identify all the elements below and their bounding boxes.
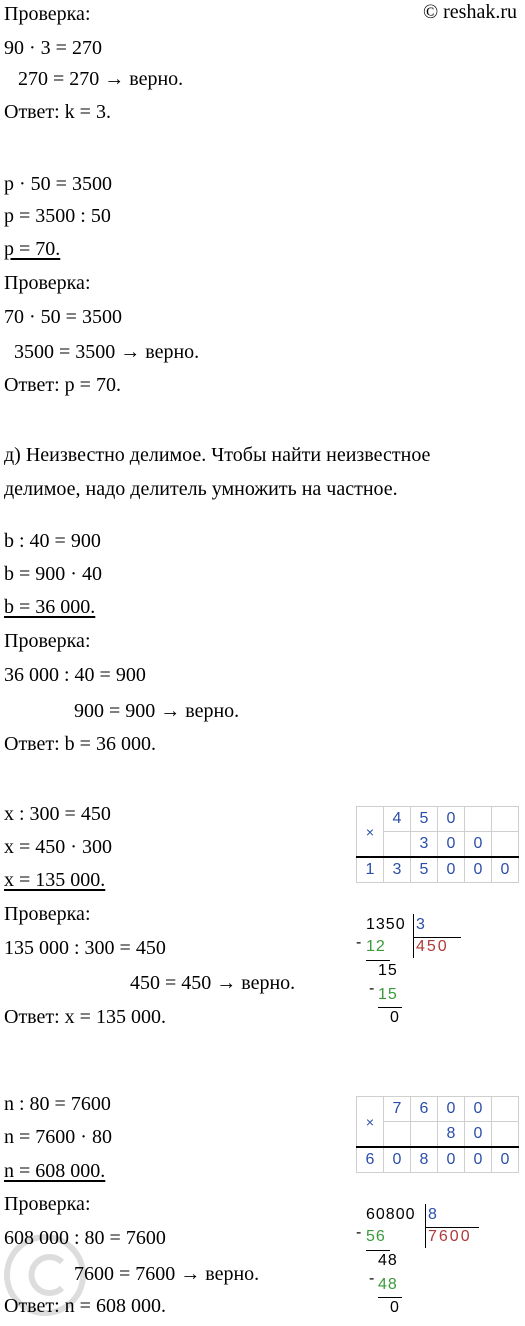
result-digit: 0 — [438, 1147, 465, 1173]
digit-cell: 3 — [411, 832, 438, 858]
equation: p · 50 = 3500 — [4, 173, 112, 195]
division-bracket — [425, 1204, 426, 1248]
equation-step: p = 3500 : 50 — [4, 205, 111, 227]
result-digit: 0 — [438, 857, 465, 883]
result-digit: 0 — [492, 857, 519, 883]
digit-cell: 4 — [384, 807, 411, 832]
result-digit: 0 — [465, 1147, 492, 1173]
division-line — [378, 1297, 402, 1298]
subtrahend: 15 — [378, 986, 398, 1003]
site-brand: © reshak.ru — [422, 1, 517, 23]
digit-cell — [384, 1122, 411, 1148]
digit-cell: 0 — [438, 832, 465, 858]
rule-text: делимое, надо делитель умножить на частное. — [4, 478, 398, 500]
check-label: Проверка: — [4, 1193, 91, 1215]
times-sign: × — [357, 807, 384, 858]
result-digit: 0 — [465, 857, 492, 883]
result-digit: 1 — [357, 857, 384, 883]
final-remainder: 0 — [390, 1299, 399, 1316]
digit-cell: 0 — [438, 1097, 465, 1122]
subtrahend: 56 — [366, 1228, 386, 1245]
digit-cell: 8 — [438, 1122, 465, 1148]
long-division — [356, 1198, 486, 1323]
answer: Ответ: k = 3. — [4, 101, 111, 123]
watermark-logo-icon — [0, 1190, 120, 1320]
solution: x = 135 000. — [4, 869, 106, 891]
divisor: 8 — [428, 1206, 437, 1223]
division-bracket — [425, 1227, 479, 1228]
long-division — [356, 908, 466, 1033]
division-line — [378, 1007, 402, 1008]
times-sign: × — [357, 1097, 384, 1148]
quotient: 7600 — [428, 1228, 472, 1245]
minus-sign: - — [356, 1224, 362, 1241]
dividend: 1350 — [366, 916, 406, 933]
minus-sign: - — [369, 980, 375, 997]
result-digit: 0 — [384, 1147, 411, 1173]
digit-cell: 6 — [411, 1097, 438, 1122]
digit-cell — [411, 1122, 438, 1148]
final-remainder: 0 — [390, 1009, 399, 1026]
column-multiplication-table — [356, 806, 519, 883]
check-line: 70 · 50 = 3500 — [4, 306, 122, 328]
digit-cell — [492, 832, 519, 858]
check-line: 36 000 : 40 = 900 — [4, 664, 146, 686]
check-label: Проверка: — [4, 3, 91, 25]
equation: n : 80 = 7600 — [4, 1093, 111, 1115]
equation-step: n = 7600 · 80 — [4, 1126, 112, 1148]
digit-cell: 0 — [465, 1122, 492, 1148]
digit-cell: 0 — [465, 1097, 492, 1122]
check-line: 135 000 : 300 = 450 — [4, 937, 166, 959]
remainder: 15 — [378, 962, 398, 979]
divisor: 3 — [416, 916, 425, 933]
solution: b = 36 000. — [4, 596, 96, 618]
rule-text: д) Неизвестно делимое. Чтобы найти неизвестное — [4, 444, 431, 466]
result-digit: 8 — [411, 1147, 438, 1173]
check-result: 7600 = 7600 → верно. — [74, 1263, 260, 1285]
division-line — [366, 960, 390, 961]
result-digit: 5 — [411, 857, 438, 883]
digit-cell — [384, 832, 411, 858]
remainder: 48 — [378, 1252, 398, 1269]
check-result: 900 = 900 → верно. — [74, 700, 240, 722]
answer: Ответ: p = 70. — [4, 374, 121, 396]
digit-cell: 5 — [411, 807, 438, 832]
answer: Ответ: b = 36 000. — [4, 733, 156, 755]
digit-cell: 7 — [384, 1097, 411, 1122]
check-line: 608 000 : 80 = 7600 — [4, 1227, 166, 1249]
minus-sign: - — [356, 934, 362, 951]
division-bracket — [413, 914, 414, 958]
check-result: 3500 = 3500 → верно. — [14, 341, 200, 363]
quotient: 450 — [416, 938, 449, 955]
check-label: Проверка: — [4, 903, 91, 925]
digit-cell: 0 — [438, 807, 465, 832]
digit-cell: 0 — [465, 832, 492, 858]
check-line: 90 · 3 = 270 — [4, 37, 102, 59]
answer: Ответ: x = 135 000. — [4, 1006, 166, 1028]
division-line — [366, 1250, 390, 1251]
equation-step: x = 450 · 300 — [4, 836, 112, 858]
check-label: Проверка: — [4, 630, 91, 652]
subtrahend: 12 — [366, 938, 386, 955]
result-digit: 0 — [492, 1147, 519, 1173]
solution: p = 70. — [4, 238, 61, 260]
dividend: 60800 — [366, 1206, 416, 1223]
answer: Ответ: n = 608 000. — [4, 1295, 166, 1317]
equation: b : 40 = 900 — [4, 530, 101, 552]
check-label: Проверка: — [4, 272, 91, 294]
column-multiplication-table — [356, 1096, 519, 1173]
digit-cell — [492, 1097, 519, 1122]
digit-cell — [492, 1122, 519, 1148]
division-bracket — [413, 937, 461, 938]
minus-sign: - — [369, 1270, 375, 1287]
solution: n = 608 000. — [4, 1160, 106, 1182]
subtrahend: 48 — [378, 1276, 398, 1293]
result-digit: 6 — [357, 1147, 384, 1173]
result-digit: 3 — [384, 857, 411, 883]
digit-cell — [492, 807, 519, 832]
equation: x : 300 = 450 — [4, 803, 111, 825]
check-result: 270 = 270 → верно. — [18, 68, 184, 90]
equation-step: b = 900 · 40 — [4, 563, 102, 585]
check-result: 450 = 450 → верно. — [130, 972, 296, 994]
digit-cell — [465, 807, 492, 832]
